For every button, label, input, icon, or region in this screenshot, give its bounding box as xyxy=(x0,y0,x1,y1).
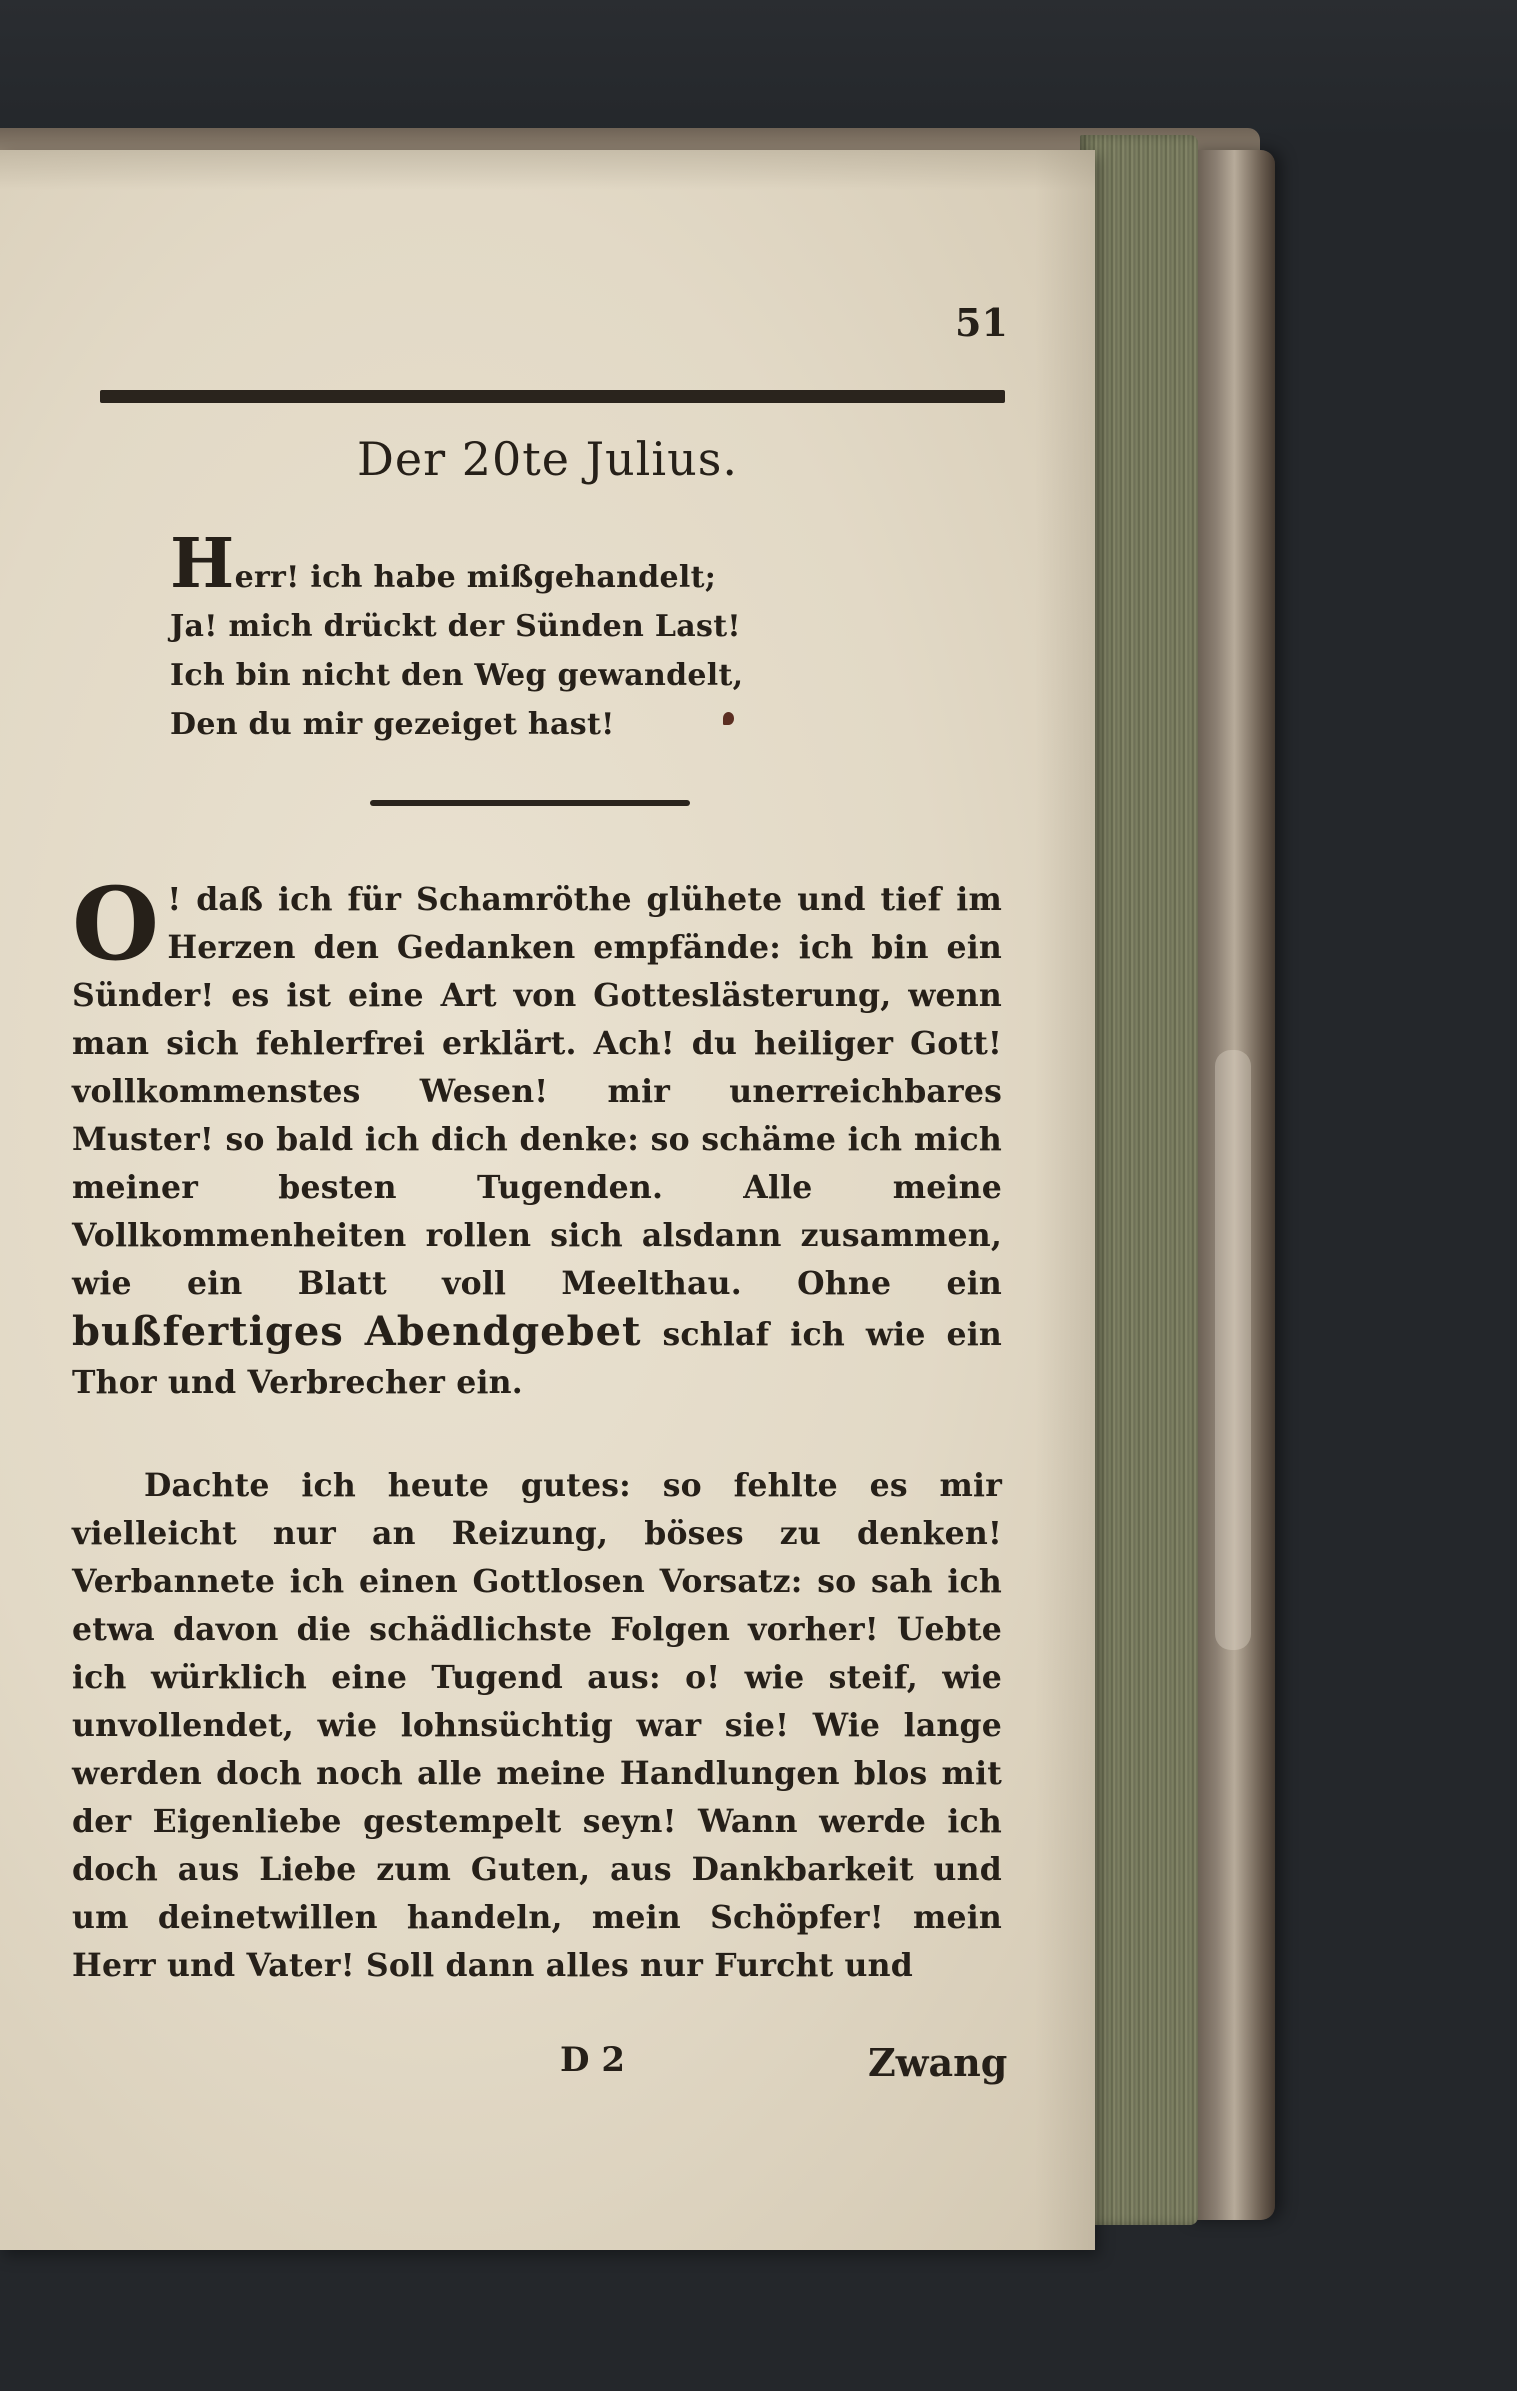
verse-line xyxy=(170,700,743,749)
verse-line-text: err! ich habe mißgehandelt; xyxy=(234,560,717,595)
book-cover-board xyxy=(1185,150,1275,2220)
verse-line xyxy=(170,524,743,604)
verse-block xyxy=(170,524,744,749)
verse-line-text: Ich bin nicht den Weg gewandelt, xyxy=(170,658,744,693)
verse-line-text: Ja! mich drückt der Sünden Last! xyxy=(170,609,741,644)
divider-rule xyxy=(370,800,690,806)
drop-cap-o: O xyxy=(72,865,160,983)
signature-mark: D 2 xyxy=(560,2040,625,2080)
paragraph-1-text: ! daß ich für Schamröthe glühete und tief im Herzen den Gedanken empfände: ich bin ein Sünder! es ist eine Art von Gotteslästerung, wenn man sich fehlerfrei erklärt. Ach! du heiliger Gott! vollkommenstes Wesen! mir unerreichbares Muster! so bald ich dich denke: so schäme ich mich meiner besten Tugenden. Alle meine Vollkommenheiten rollen sich alsdann zusammen, wie ein Blatt voll Meelthau. Ohne ein xyxy=(72,881,1002,1302)
page-block-edges xyxy=(1080,135,1198,2225)
entry-heading: Der 20te Julius. xyxy=(357,432,738,486)
verse-line-text: Den du mir gezeiget hast! xyxy=(170,707,615,742)
ink-spot xyxy=(723,712,734,725)
emphasis-word: bußfertiges xyxy=(72,1308,344,1355)
paragraph-1 xyxy=(72,865,1002,1407)
paragraph-2: Dachte ich heute gutes: so fehlte es mir vielleicht nur an Reizung, böses zu denken! Verbannete ich einen Gottlosen Vorsatz: so sah ich etwa davon die schädlichste Folgen vorher! Uebte ich würklich eine Tugend aus: o! wie steif, wie unvollendet, wie lohnsüchtig war sie! Wie lange werden doch noch alle meine Handlungen blos mit der Eigenliebe gestempelt seyn! Wann werde ich doch aus Liebe zum Guten, aus Dankbarkeit und um deinetwillen handeln, mein Schöpfer! mein Herr und Vater! Soll dann alles nur Furcht und xyxy=(72,1467,1002,1984)
verse-initial: H xyxy=(170,524,235,604)
dark-backdrop xyxy=(0,0,1517,140)
verse-line xyxy=(170,602,743,651)
catchword: Zwang xyxy=(868,2040,1008,2085)
verse-line xyxy=(170,651,743,700)
page-number: 51 xyxy=(955,300,1008,345)
emphasis-word: Abendgebet xyxy=(364,1308,642,1355)
paragraph-1-text-end: schlaf ich wie ein Thor und Verbrecher ein. xyxy=(72,1316,1002,1401)
top-rule xyxy=(100,390,1005,403)
